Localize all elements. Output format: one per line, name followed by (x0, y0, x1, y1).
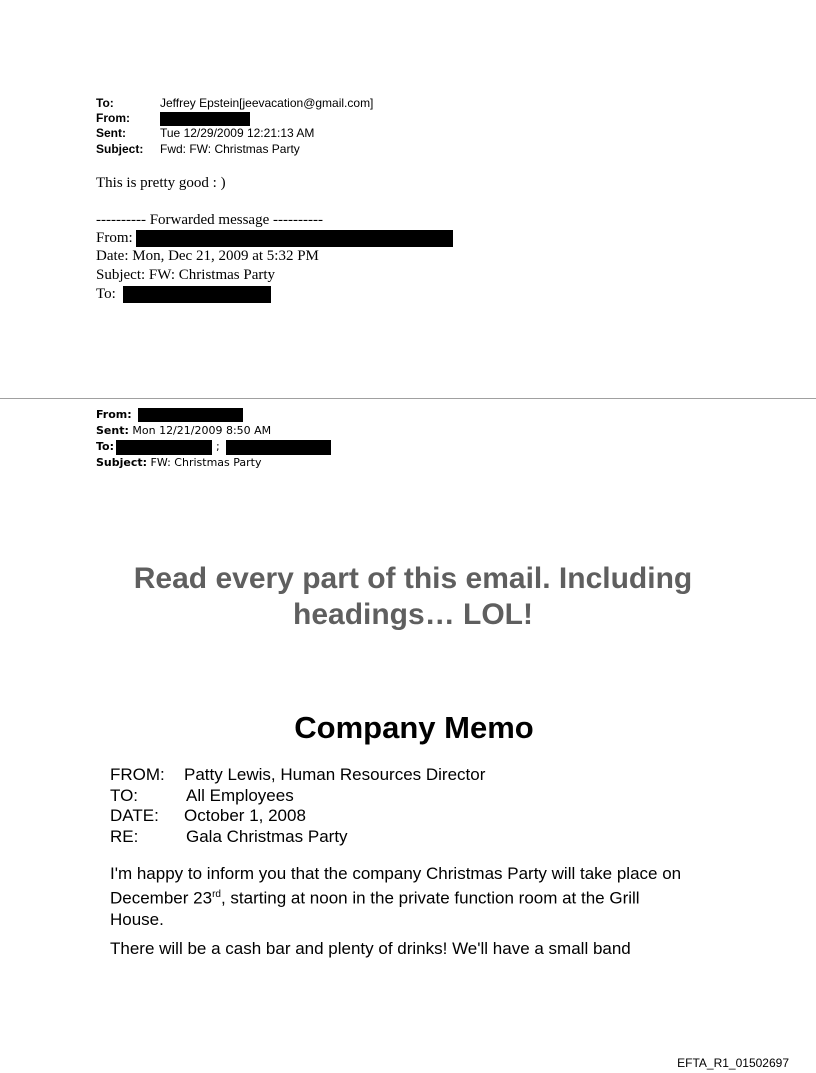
redaction-bar (116, 440, 212, 455)
email-comment: This is pretty good : ) (96, 175, 226, 191)
subject-label: Subject: (96, 142, 144, 156)
forwarded-banner: ---------- Forwarded message ---------- (96, 212, 323, 228)
redaction-bar (123, 286, 271, 303)
redaction-bar (160, 112, 250, 126)
to-value: Jeffrey Epstein[jeevacation@gmail.com] (160, 96, 374, 110)
memo-date-value: October 1, 2008 (184, 806, 306, 825)
inner-sent-label: Sent: (96, 424, 129, 437)
inner-from-label: From: (96, 408, 132, 421)
memo-re-value: Gala Christmas Party (186, 827, 348, 846)
document-id: EFTA_R1_01502697 (677, 1056, 789, 1070)
headline-line-2: headings… LOL! (293, 598, 533, 631)
divider (0, 398, 816, 399)
inner-subject-value: FW: Christmas Party (150, 456, 262, 469)
headline (60, 561, 766, 633)
forwarded-from-label: From: (96, 230, 133, 246)
memo-paragraph-1-line-3: House. (110, 909, 164, 929)
inner-to-label: To: (96, 440, 114, 453)
to-separator: ; (216, 440, 220, 453)
memo-title: Company Memo (294, 710, 534, 745)
memo-paragraph-2: There will be a cash bar and plenty of drinks! We'll have a small band (110, 939, 631, 958)
memo-to-key: TO: (110, 786, 139, 805)
sent-label: Sent: (96, 126, 126, 140)
inner-subject-label: Subject: (96, 456, 148, 469)
redaction-bar (136, 230, 453, 247)
subject-value: Fwd: FW: Christmas Party (160, 142, 300, 156)
sent-value: Tue 12/29/2009 12:21:13 AM (160, 126, 315, 140)
memo-paragraph-1-line-1: I'm happy to inform you that the company Christmas Party will take place on (110, 864, 682, 883)
memo-date-key: DATE: (110, 806, 159, 825)
redaction-bar (226, 440, 331, 455)
memo-to-value: All Employees (186, 786, 294, 805)
memo-from-key: FROM: (110, 765, 165, 784)
to-label: To: (96, 96, 114, 110)
forwarded-to-label: To: (96, 286, 116, 302)
from-label: From: (96, 111, 130, 125)
memo-from-value: Patty Lewis, Human Resources Director (184, 765, 486, 784)
memo-paragraph-1-line-2: December 23rd, starting at noon in the private function room at the Grill (110, 888, 640, 908)
headline-line-1: Read every part of this email. Including (133, 562, 693, 595)
forwarded-date: Date: Mon, Dec 21, 2009 at 5:32 PM (96, 248, 319, 264)
redaction-bar (138, 408, 243, 422)
memo-re-key: RE: (110, 827, 139, 846)
forwarded-subject: Subject: FW: Christmas Party (96, 267, 276, 283)
inner-sent-value: Mon 12/21/2009 8:50 AM (132, 424, 272, 437)
memo-paragraph-1 (110, 863, 730, 930)
